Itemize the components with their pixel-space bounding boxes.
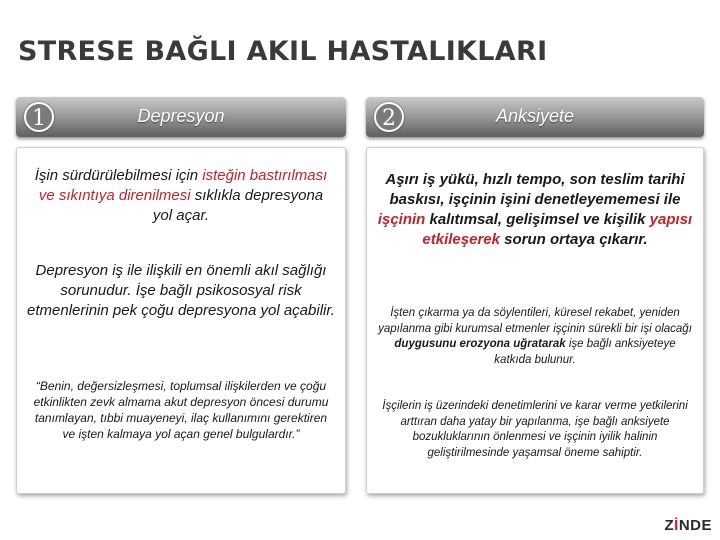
zinde-logo bbox=[664, 517, 712, 534]
text-segment: İşten çıkarma ya da söylentileri, küresel rekabet, yeniden yapılanma gibi kurumsal etmenler işçinin sürekli bir işi olacağı bbox=[378, 307, 692, 335]
text-segment: sıklıkla depresyona yol açar. bbox=[152, 187, 324, 224]
logo-text: Z bbox=[664, 517, 675, 534]
depresyon-header-label: Depresyon bbox=[137, 106, 225, 126]
depresyon-paragraph-2: Depresyon iş ile ilişkili en önemli akıl sağlığı sorunudur. İşe bağlı psikososyal risk etmenlerinin pek çoğu depresyona yol açabilir. bbox=[27, 262, 335, 319]
logo-text: NDE bbox=[678, 517, 712, 534]
depresyon-content-box bbox=[16, 147, 346, 494]
number-badge-2: 2 bbox=[374, 102, 404, 132]
anksiyete-content-box bbox=[366, 147, 704, 494]
emphasis-text: duygusunu erozyona uğratarak bbox=[394, 338, 566, 350]
number-badge-1: 1 bbox=[24, 102, 54, 132]
text-segment: İşin sürdürülebilmesi için bbox=[34, 167, 203, 184]
anksiyete-paragraph-1 bbox=[375, 170, 695, 250]
depresyon-column bbox=[16, 97, 346, 492]
anksiyete-header bbox=[366, 97, 704, 137]
page-title: STRESE BAĞLI AKIL HASTALIKLARI bbox=[18, 36, 548, 67]
depresyon-paragraph-1 bbox=[29, 166, 333, 226]
text-segment: kalıtımsal, gelişimsel ve kişilik bbox=[425, 211, 650, 228]
anksiyete-column bbox=[366, 97, 704, 492]
anksiyete-header-label: Anksiyete bbox=[495, 106, 575, 126]
text-segment: Aşırı iş yükü, hızlı tempo, son teslim tarihi baskısı, işçinin işini denetleyememesi ile bbox=[385, 171, 685, 208]
text-segment: işe bağlı anksiyeteye katkıda bulunur. bbox=[494, 338, 676, 366]
logo-accent: İ bbox=[674, 517, 679, 534]
depresyon-header bbox=[16, 97, 346, 137]
highlight-text: isteğin bastırılması ve sıkıntıya direnilmesi bbox=[38, 167, 328, 204]
highlight-text: yapısı etkileşerek bbox=[422, 211, 693, 248]
text-segment: sorun ortaya çıkarır. bbox=[500, 231, 648, 248]
anksiyete-paragraph-3: İşçilerin iş üzerindeki denetimlerini ve karar verme yetkilerini arttıran daha yatay bir yapılanma, işe bağlı anksiyete bozukluklarının önlenmesi ve işçinin iyilik halinin geliştirilmesinde yaşamsal öneme sahiptir. bbox=[382, 400, 688, 459]
highlight-text: işçinin bbox=[377, 211, 426, 228]
depresyon-quote: “Benin, değersizleşmesi, toplumsal ilişkilerden ve çoğu etkinlikten zevk almama akut depresyon öncesi durumu tanımlayan, tıbbi muayeneyi, ilaç kullanımını gerektiren ve işten kalmaya yol açan genel bulgulardır.” bbox=[33, 379, 329, 441]
anksiyete-paragraph-2 bbox=[375, 306, 695, 368]
